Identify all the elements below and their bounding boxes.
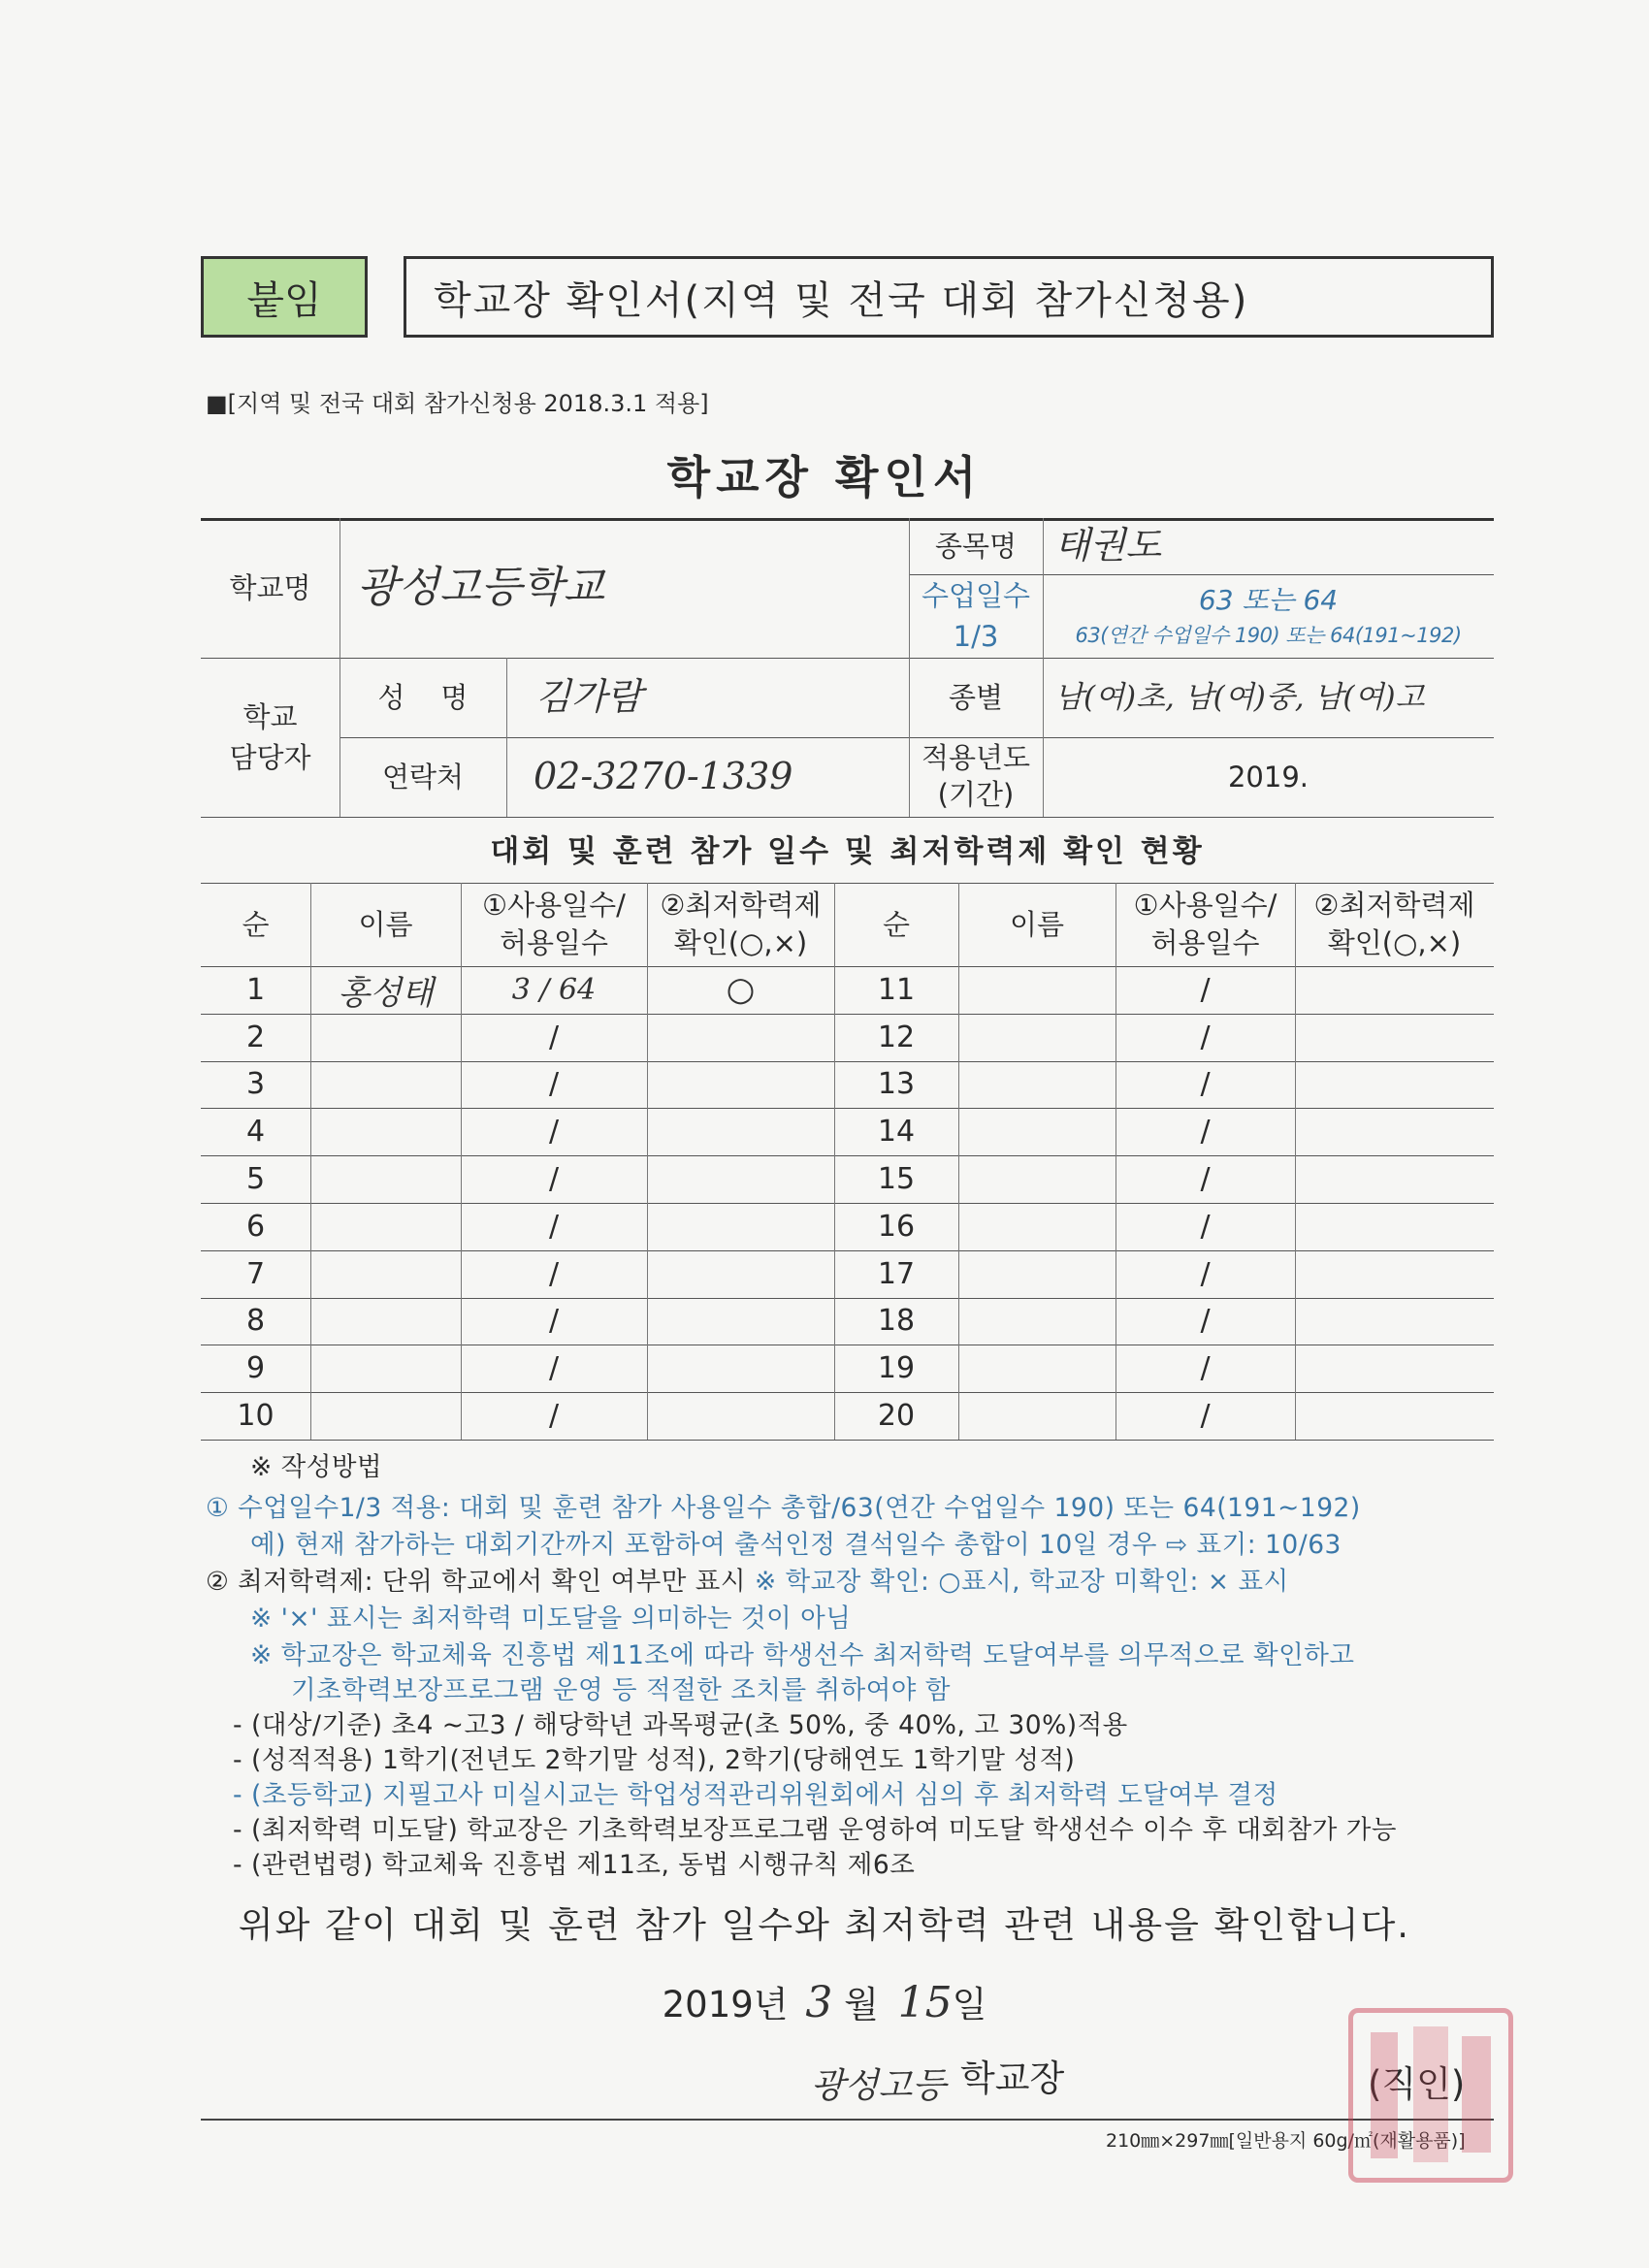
note-grade-apply: - (성적적용) 1학기(전년도 2학기말 성적), 2학기(당해연도 1학기말 성적)	[233, 1745, 1076, 1775]
cell-days: /	[1200, 1256, 1211, 1291]
cell-days: /	[548, 1304, 560, 1339]
manager-name-label: 성 명	[377, 680, 469, 714]
document-title: 학교장 확인서(지역 및 전국 대회 참가신청용)	[404, 256, 1494, 338]
note-min-grade-mark: ※ 학교장 확인: ○표시, 학교장 미확인: × 표시	[754, 1567, 1289, 1597]
cell-name	[310, 1014, 461, 1061]
school-manager-label-line1: 학교	[242, 699, 298, 733]
footer-rule	[201, 2119, 1494, 2121]
note-elementary: - (초등학교) 지필고사 미실시교는 학업성적관리위원회에서 심의 후 최저학력 도달여부 결정	[233, 1780, 1278, 1810]
school-days-value-detail: 63(연간 수업일수 190) 또는 64(191~192)	[1075, 624, 1462, 648]
cell-check	[1295, 1203, 1494, 1250]
cell-no: 8	[245, 1304, 266, 1339]
participation-table-title: 대회 및 훈련 참가 일수 및 최저학력제 확인 현황	[490, 833, 1205, 869]
cell-no: 14	[877, 1115, 916, 1150]
header-check-line1: ②최저학력제	[660, 888, 822, 922]
cell-days: /	[548, 1115, 560, 1150]
category-label: 종별	[948, 680, 1004, 714]
cell-days: /	[1200, 1115, 1211, 1150]
table-bottom-border	[201, 1440, 1494, 1441]
cell-days: /	[548, 1351, 560, 1386]
school-days-label	[909, 574, 1043, 658]
application-note: ■[지역 및 전국 대회 참가신청용 2018.3.1 적용]	[206, 390, 709, 417]
date-year: 2019년	[662, 1984, 789, 2025]
cell-no: 19	[877, 1351, 916, 1386]
cell-days: /	[1200, 1304, 1211, 1339]
school-manager-label-line2: 담당자	[229, 741, 311, 774]
cell-name	[958, 1061, 1116, 1109]
date-month-unit: 월	[844, 1984, 879, 2025]
cell-check	[1295, 966, 1494, 1014]
cell-check	[1295, 1250, 1494, 1298]
note-days-example: 예) 현재 참가하는 대회기간까지 포함하여 출석인정 결석일수 총합이 10일 경우 ⇨ 표기: 10/63	[250, 1530, 1342, 1560]
cell-check	[1295, 1155, 1494, 1203]
header-check-line1: ②최저학력제	[1313, 888, 1475, 922]
cell-days: /	[1200, 1399, 1211, 1434]
school-days-value	[1043, 574, 1494, 658]
date-day-number: 15	[897, 1978, 953, 2027]
cell-days: /	[1200, 1209, 1211, 1244]
apply-year-label	[909, 737, 1043, 817]
contact-label: 연락처	[381, 760, 465, 794]
note-min-grade-text: ② 최저학력제: 단위 학교에서 확인 여부만 표시	[206, 1567, 747, 1597]
cell-check	[647, 1155, 834, 1203]
cell-days: /	[1200, 1067, 1211, 1102]
cell-days: /	[548, 1067, 560, 1102]
apply-year-label-line1: 적용년도	[921, 741, 1031, 775]
cell-name	[958, 1014, 1116, 1061]
note-principal-duty-cont: 기초학력보장프로그램 운영 등 적절한 조치를 취하여야 함	[291, 1675, 951, 1705]
header-no: 순	[242, 907, 270, 941]
cell-check	[647, 1203, 834, 1250]
school-days-label-line1: 수업일수	[921, 578, 1031, 612]
cell-no: 16	[877, 1209, 916, 1244]
cell-check	[647, 1392, 834, 1440]
header-days-line2: 허용일수	[499, 926, 609, 959]
paper-spec: 210㎜×297㎜[일반용지 60g/㎡(재활용품)]	[1106, 2130, 1466, 2152]
cell-name	[310, 1298, 461, 1345]
cell-name	[958, 1203, 1116, 1250]
cell-days: /	[1200, 972, 1211, 1007]
cell-no: 9	[245, 1351, 266, 1386]
school-name-label: 학교명	[229, 570, 311, 604]
cell-name	[310, 1108, 461, 1155]
cell-no: 4	[245, 1115, 266, 1150]
cell-no: 3	[245, 1067, 266, 1102]
cell-no: 1	[245, 972, 266, 1007]
header-check	[1295, 883, 1494, 966]
cell-days: /	[548, 1399, 560, 1434]
cell-no: 18	[877, 1304, 916, 1339]
cell-days: /	[1200, 1020, 1211, 1054]
cell-days: /	[548, 1256, 560, 1291]
cell-name	[310, 1203, 461, 1250]
cell-no: 7	[245, 1256, 266, 1291]
info-bottom-border	[201, 817, 1494, 818]
header-no: 순	[882, 907, 910, 941]
cell-no: 20	[877, 1399, 916, 1434]
note-target: - (대상/기준) 초4 ~고3 / 해당학년 과목평균(초 50%, 중 40%, 고 30%)적용	[233, 1710, 1128, 1740]
attachment-tag: 붙임	[201, 256, 368, 338]
sport-label: 종목명	[934, 529, 1018, 563]
seal-label: (직인)	[1368, 2063, 1466, 2105]
cell-name	[958, 1155, 1116, 1203]
date-day-unit: 일	[952, 1984, 987, 2025]
cell-no: 13	[877, 1067, 916, 1102]
header-days	[1116, 883, 1295, 966]
cell-no: 12	[877, 1020, 916, 1054]
header-check-line2: 확인(○,×)	[1327, 926, 1462, 959]
official-seal-stamp	[1348, 2008, 1513, 2183]
cell-check	[647, 1061, 834, 1109]
note-not-reached: - (최저학력 미도달) 학교장은 기초학력보장프로그램 운영하여 미도달 학생선수 이수 후 대회참가 가능	[233, 1815, 1397, 1845]
cell-no: 11	[877, 972, 916, 1007]
note-x-meaning: ※ '×' 표시는 최저학력 미도달을 의미하는 것이 아님	[250, 1604, 852, 1634]
header-name: 이름	[1009, 907, 1065, 941]
cell-check	[647, 1014, 834, 1061]
category-value: 남(여)초, 남(여)중, 남(여)고	[1054, 679, 1425, 715]
cell-name	[310, 1250, 461, 1298]
cell-name	[958, 1298, 1116, 1345]
cell-check	[1295, 1061, 1494, 1109]
cell-name	[310, 1061, 461, 1109]
note-principal-duty: ※ 학교장은 학교체육 진흥법 제11조에 따라 학생선수 최저학력 도달여부를 의무적으로 확인하고	[250, 1640, 1355, 1670]
note-min-grade-rule	[206, 1560, 1289, 1598]
notes-heading: ※ 작성방법	[250, 1452, 383, 1482]
cell-check	[1295, 1392, 1494, 1440]
cell-check	[647, 1108, 834, 1155]
cell-name	[310, 1345, 461, 1392]
header-days-line1: ①사용일수/	[482, 888, 626, 922]
school-name-value: 광성고등학교	[357, 563, 605, 613]
cell-name	[310, 1392, 461, 1440]
cell-name	[310, 1155, 461, 1203]
cell-days: /	[548, 1020, 560, 1054]
cell-check	[647, 1298, 834, 1345]
school-days-value-main: 63 또는 64	[1198, 584, 1339, 617]
cell-no: 17	[877, 1256, 916, 1291]
cell-no: 5	[245, 1162, 266, 1197]
cell-name	[958, 1108, 1116, 1155]
apply-year-label-line2: (기간)	[937, 778, 1015, 811]
note-law: - (관련법령) 학교체육 진흥법 제11조, 동법 시행규칙 제6조	[233, 1850, 916, 1880]
cell-no: 2	[245, 1020, 266, 1054]
header-check	[647, 883, 834, 966]
cell-days: 3 / 64	[511, 972, 597, 1007]
cell-no: 6	[245, 1209, 266, 1244]
cell-check	[1295, 1014, 1494, 1061]
cell-no: 15	[877, 1162, 916, 1197]
principal-title: 학교장	[960, 2057, 1065, 2099]
cell-no: 10	[237, 1399, 275, 1434]
cell-check	[1295, 1298, 1494, 1345]
cell-name	[958, 1392, 1116, 1440]
header-days-line2: 허용일수	[1150, 926, 1260, 959]
school-manager-label	[201, 658, 340, 817]
contact-value: 02-3270-1339	[534, 755, 793, 798]
manager-name-value: 김가람	[535, 675, 643, 719]
school-days-label-line2: 1/3	[953, 620, 999, 653]
header-days-line1: ①사용일수/	[1133, 888, 1277, 922]
cell-days: /	[548, 1209, 560, 1244]
form-title: 학교장 확인서	[666, 451, 983, 503]
cell-check	[647, 1250, 834, 1298]
header-name: 이름	[358, 907, 413, 941]
cell-name	[958, 1345, 1116, 1392]
cell-days: /	[1200, 1351, 1211, 1386]
sport-value: 태권도	[1054, 524, 1162, 567]
cell-check	[1295, 1345, 1494, 1392]
signer-school: 광성고등	[811, 2066, 947, 2106]
cell-check: ○	[726, 970, 756, 1010]
cell-name	[958, 1250, 1116, 1298]
cell-check	[647, 1345, 834, 1392]
cell-check	[1295, 1108, 1494, 1155]
header-check-line2: 확인(○,×)	[673, 926, 808, 959]
header-days	[461, 883, 647, 966]
cell-days: /	[1200, 1162, 1211, 1197]
cell-name: 홍성태	[338, 973, 434, 1013]
cell-name	[958, 966, 1116, 1014]
apply-year-value: 2019.	[1227, 760, 1310, 794]
note-days-rule: ① 수업일수1/3 적용: 대회 및 훈련 참가 사용일수 총합/63(연간 수업일수 190) 또는 64(191~192)	[206, 1493, 1361, 1523]
confirmation-statement: 위와 같이 대회 및 훈련 참가 일수와 최저학력 관련 내용을 확인합니다.	[238, 1904, 1411, 1946]
cell-days: /	[548, 1162, 560, 1197]
date-month-number: 3	[805, 1978, 833, 2027]
